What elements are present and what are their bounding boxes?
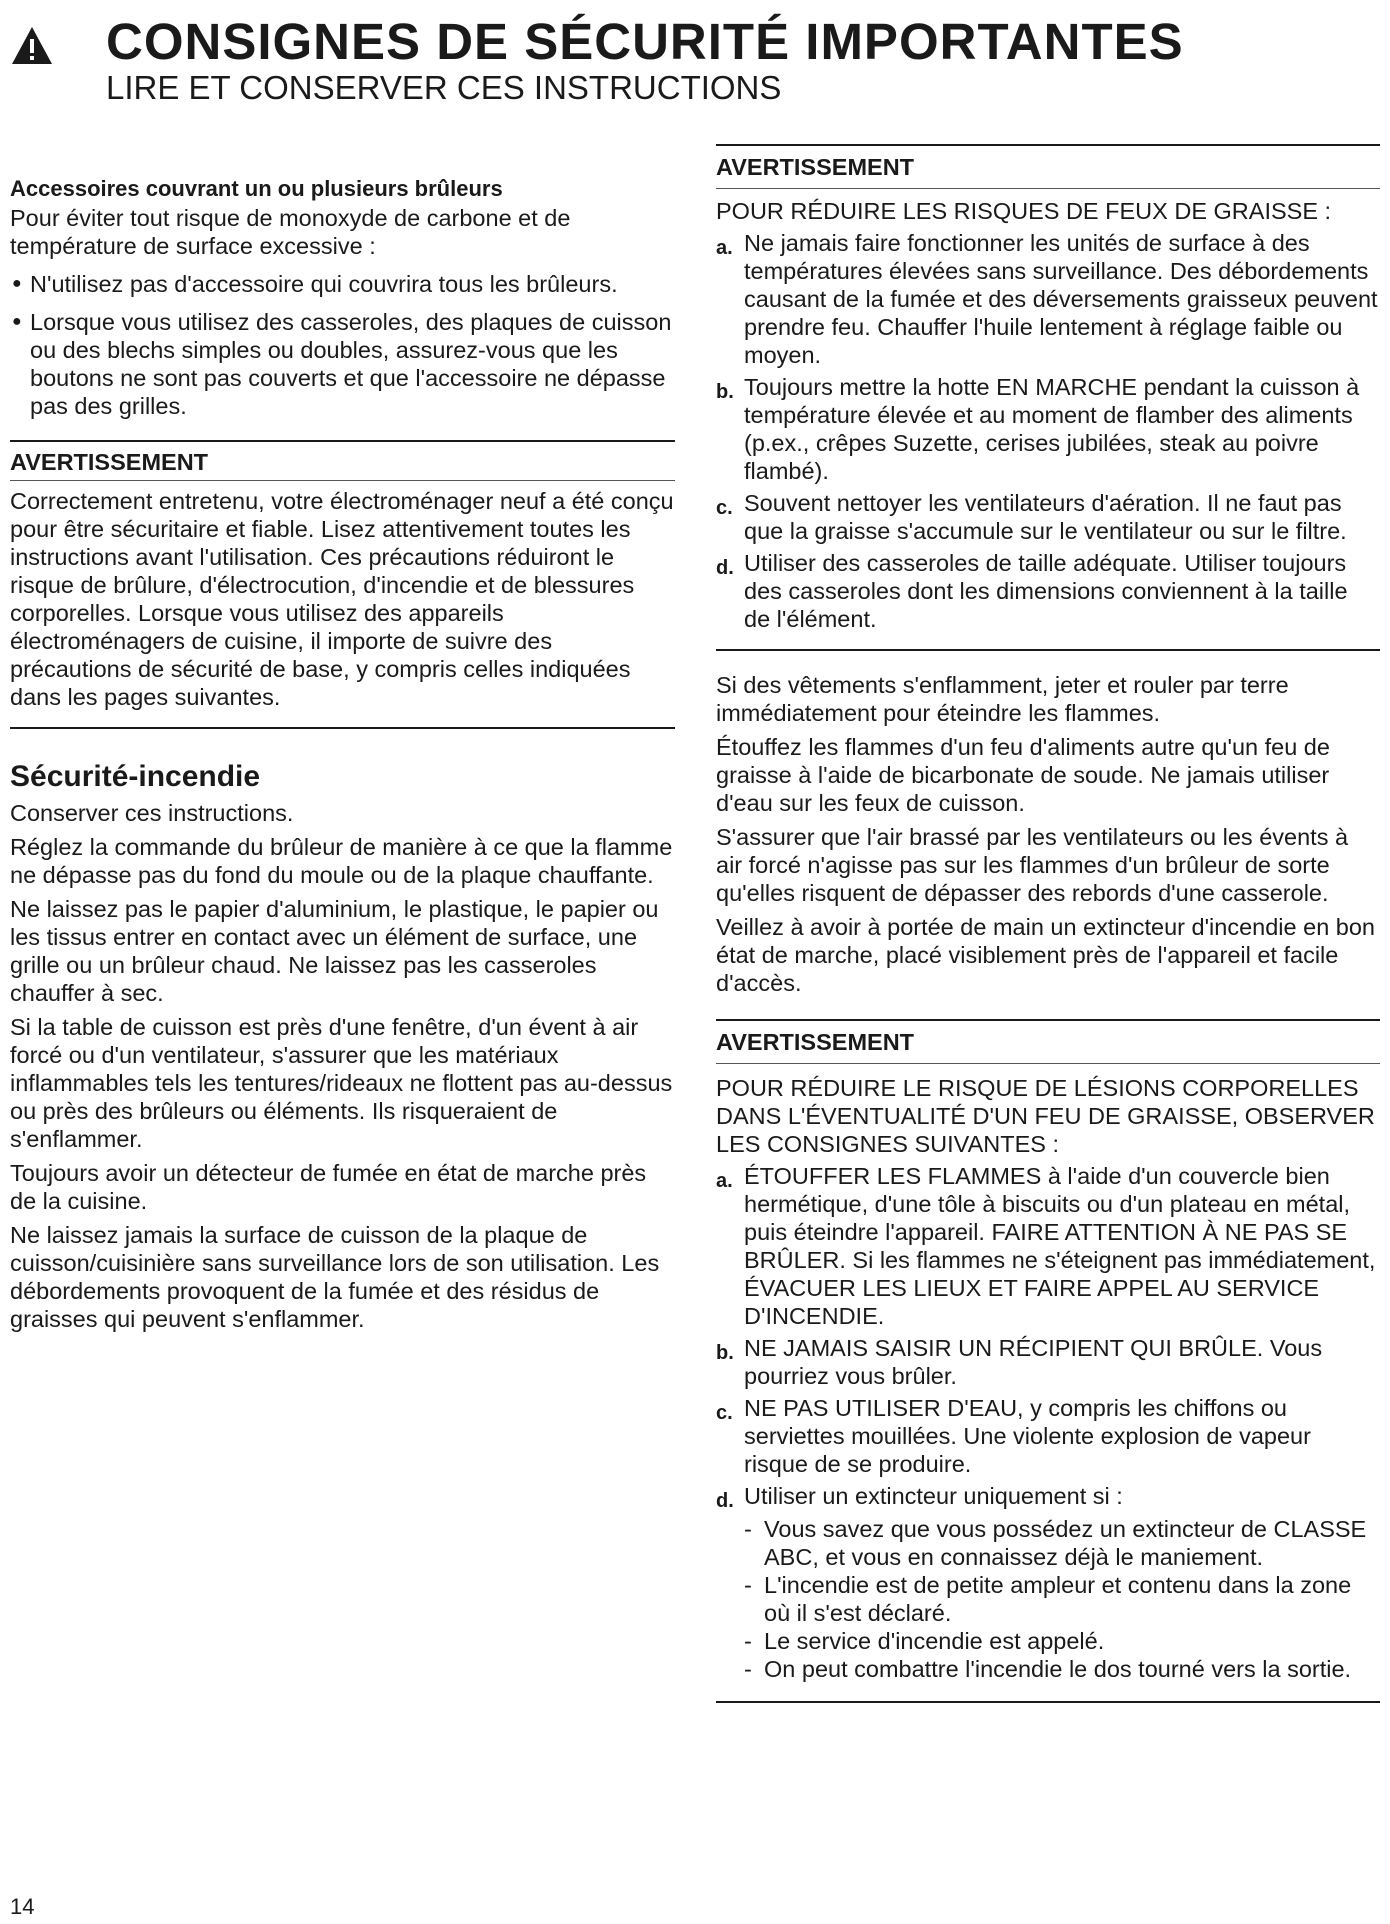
list-item: c. Souvent nettoyer les ventilateurs d'aération. Il ne faut pas que la graisse s'accumule sur le ventilateur ou sur le filtre. (716, 490, 1347, 544)
warning-intro: POUR RÉDUIRE LE RISQUE DE LÉSIONS CORPORELLES DANS L'ÉVENTUALITÉ D'UN FEU DE GRAISSE, OBSERVER LES CONSIGNES SUIVANTES : (716, 1075, 1375, 1157)
fire-safety-heading: Sécurité-incendie (10, 760, 261, 793)
bullet-icon: ● (12, 313, 22, 330)
fire-paragraph: Veillez à avoir à portée de main un extincteur d'incendie en bon état de marche, placé visiblement près de l'appareil et facile d'accès. (716, 914, 1375, 996)
divider (716, 188, 1380, 189)
list-item: d. Utiliser un extincteur uniquement si : (716, 1483, 1123, 1512)
right-column (716, 144, 1380, 1703)
warning-intro: POUR RÉDUIRE LES RISQUES DE FEUX DE GRAISSE : (716, 198, 1332, 224)
accessories-heading: Accessoires couvrant un ou plusieurs brûleurs (10, 176, 503, 201)
page-subtitle: LIRE ET CONSERVER CES INSTRUCTIONS (106, 69, 782, 106)
fire-safety-paragraph: Si la table de cuisson est près d'une fenêtre, d'un évent à air forcé ou d'un ventilateur, s'assurer que les matériaux inflammables tels les tentures/rideaux ne flottent pas au-dessus ou près des brûleurs ou éléments. Ils risqueraient de s'enflammer. (10, 1014, 673, 1152)
sub-list-item: - Vous savez que vous possédez un extincteur de CLASSE ABC, et vous en connaissez déjà le maniement. (744, 1516, 1367, 1570)
page-header (10, 14, 1370, 106)
fire-safety-paragraph: Réglez la commande du brûleur de manière à ce que la flamme ne dépasse pas du fond du moule ou de la plaque chauffante. (10, 834, 673, 888)
bullet-icon: ● (12, 275, 22, 292)
fire-safety-paragraph: Ne laissez jamais la surface de cuisson de la plaque de cuisson/cuisinière sans surveillance lors de son utilisation. Les débordements provoquent de la fumée et des résidus de graisses qui peuvent s'enflammer. (10, 1222, 660, 1332)
sub-list-item: - L'incendie est de petite ampleur et contenu dans la zone où il s'est déclaré. (744, 1572, 1352, 1626)
divider (10, 480, 675, 481)
divider (716, 649, 1380, 651)
list-item: ● Lorsque vous utilisez des casseroles, des plaques de cuisson ou des blechs simples ou doubles, assurez-vous que les boutons ne sont pas couverts et que l'accessoire ne dépasse pas des grilles. (12, 309, 672, 419)
divider (716, 1701, 1380, 1703)
sub-list-item: - Le service d'incendie est appelé. (744, 1628, 1105, 1654)
list-item: a. Ne jamais faire fonctionner les unités de surface à des températures élevées sans surveillance. Des débordements causant de la fumée et des déversements graisseux peuvent prendre feu. Chauffer l'huile lentement à réglage faible ou moyen. (716, 230, 1378, 368)
list-item: d. Utiliser des casseroles de taille adéquate. Utiliser toujours des casseroles dont les dimensions conviennent à la taille de l'élément. (716, 550, 1348, 632)
list-item: ● N'utilisez pas d'accessoire qui couvrira tous les brûleurs. (12, 271, 618, 297)
fire-paragraph: Si des vêtements s'enflamment, jeter et rouler par terre immédiatement pour éteindre les flammes. (716, 672, 1289, 726)
list-item: b. NE JAMAIS SAISIR UN RÉCIPIENT QUI BRÛLE. Vous pourriez vous brûler. (716, 1335, 1323, 1389)
warning-heading: AVERTISSEMENT (716, 1029, 915, 1055)
page-title: CONSIGNES DE SÉCURITÉ IMPORTANTES (106, 13, 1184, 70)
sub-list-item: - On peut combattre l'incendie le dos tourné vers la sortie. (744, 1656, 1352, 1682)
divider (10, 727, 675, 729)
fire-safety-paragraph: Toujours avoir un détecteur de fumée en état de marche près de la cuisine. (10, 1160, 647, 1214)
accessories-intro: Pour éviter tout risque de monoxyde de carbone et de température de surface excessive : (10, 205, 571, 259)
warning-heading: AVERTISSEMENT (10, 449, 209, 475)
warning-triangle-icon (10, 24, 54, 68)
fire-paragraph: Étouffez les flammes d'un feu d'aliments autre qu'un feu de graisse à l'aide de bicarbonate de soude. Ne jamais utiliser d'eau sur les feux de cuisson. (716, 734, 1330, 816)
divider (716, 1063, 1380, 1064)
list-item: b. Toujours mettre la hotte EN MARCHE pendant la cuisson à température élevée et au moment de flamber des aliments (p.ex., crêpes Suzette, cerises jubilées, steak au poivre flambé). (716, 374, 1360, 484)
list-item: a. ÉTOUFFER LES FLAMMES à l'aide d'un couvercle bien hermétique, d'une tôle à biscuits ou d'un plateau en métal, puis éteindre l'appareil. FAIRE ATTENTION À NE PAS SE BRÛLER. Si les flammes ne s'éteignent pas immédiatement, ÉVACUER LES LIEUX ET FAIRE APPEL AU SERVICE D'INCENDIE. (716, 1163, 1376, 1329)
fire-safety-paragraph: Ne laissez pas le papier d'aluminium, le plastique, le papier ou les tissus entrer en contact avec un élément de surface, une grille ou un brûleur chaud. Ne laissez pas les casseroles chauffer à sec. (10, 896, 659, 1006)
list-item: c. NE PAS UTILISER D'EAU, y compris les chiffons ou serviettes mouillées. Une violente explosion de vapeur risque de se produire. (716, 1395, 1311, 1477)
fire-paragraph: S'assurer que l'air brassé par les ventilateurs ou les évents à air forcé n'agisse pas sur les flammes d'un brûleur de sorte qu'elles risquent de dépasser des rebords d'une casserole. (716, 824, 1349, 906)
warning-heading: AVERTISSEMENT (716, 154, 915, 180)
page-number: 14 (10, 1894, 35, 1919)
left-column (10, 140, 675, 1333)
fire-safety-paragraph: Conserver ces instructions. (10, 800, 294, 826)
warning-body: Correctement entretenu, votre électroménager neuf a été conçu pour être sécuritaire et fiable. Lisez attentivement toutes les instructions avant l'utilisation. Ces précautions réduiront le risque de brûlure, d'électrocution, d'incendie et de blessures corporelles. Lorsque vous utilisez des appareils électroménagers de cuisine, il importe de suivre des précautions de sécurité de base, y compris celles indiquées dans les pages suivantes. (10, 488, 674, 710)
general-warning-box (10, 440, 675, 729)
